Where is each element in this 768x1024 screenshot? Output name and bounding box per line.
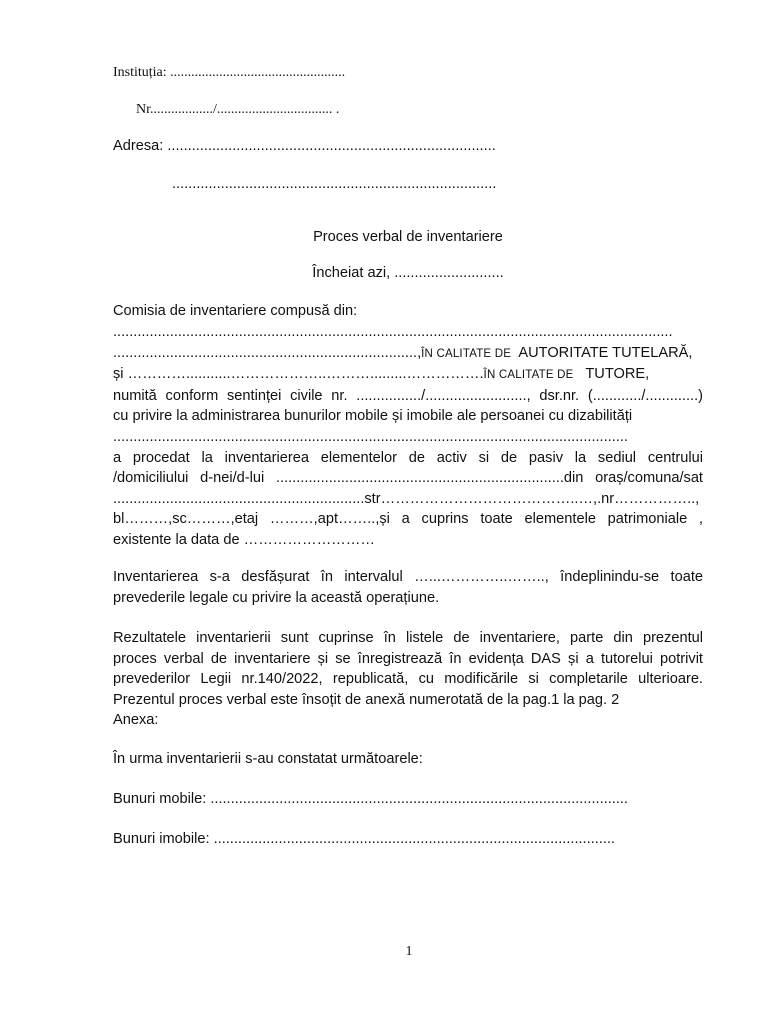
results-line-4: Prezentul proces verbal este însoțit de anexă numerotată de la pag.1 la pag. 2 xyxy=(113,691,620,708)
commission-dots: ..........................................................................., xyxy=(113,344,422,361)
commission-line-9: ..............................................................str…………………………………..…,.nr…………….., xyxy=(113,490,700,507)
role-guardian: TUTORE, xyxy=(585,366,650,383)
institution-field: Instituția: .................................................. xyxy=(113,65,346,80)
results-line-1: Rezultatele inventarierii sunt cuprinse în listele de inventariere, parte din prezentul xyxy=(113,630,703,646)
findings-intro: În urma inventarierii s-au constatat următoarele: xyxy=(113,751,423,767)
role-prefix: ÎN CALITATE DE xyxy=(421,347,512,360)
commission-block xyxy=(113,322,703,551)
commission-line-2 xyxy=(113,343,703,365)
registration-number-field: Nr................../................................. . xyxy=(136,102,340,117)
address-field: Adresa: ................................................................................. xyxy=(113,138,496,154)
document-title: Proces verbal de inventariere xyxy=(313,229,503,245)
commission-line-10: bl………,sc………,etaj ………,apt……..,și a cuprins toate elementele patrimoniale , xyxy=(113,511,703,528)
annex-label: Anexa: xyxy=(113,712,159,729)
page-number: 1 xyxy=(405,944,413,959)
results-block xyxy=(113,628,703,731)
results-line-3: prevederilor Legii nr.140/2022, republicată, cu modificările si completarile ulterioare. xyxy=(113,671,703,688)
member-dots: și …………...........………………..……….........……………. xyxy=(113,366,484,383)
period-line-2: prevederile legale cu privire la această operațiune. xyxy=(113,589,440,606)
role-authority: AUTORITATE TUTELARĂ, xyxy=(518,344,693,361)
commission-line-8: /domiciliului d-nei/d-lui .......................................................................din oraș/comuna/sat xyxy=(113,470,703,487)
period-block xyxy=(113,567,703,608)
period-line-1: Inventarierea s-a desfășurat în intervalul …...…………..…….., îndeplinindu-se toate xyxy=(113,569,703,585)
commission-line-4: numită conform sentinței civile nr. ................/........................., dsr.nr. (............/.............) xyxy=(113,387,703,404)
results-line-2: proces verbal de inventariere și se înregistrează în evidența DAS și a tutorelui potrivit xyxy=(113,650,703,667)
movable-assets-field: Bunuri mobile: ....................................................................................................... xyxy=(113,791,628,807)
commission-line-1: .......................................................................................................................................... xyxy=(113,324,673,340)
commission-line-11: existente la data de ……………………… xyxy=(113,531,375,548)
commission-intro: Comisia de inventariere compusă din: xyxy=(113,303,358,319)
commission-line-5: cu privire la administrarea bunurilor mobile și imobile ale persoanei cu dizabilități xyxy=(113,408,633,425)
immovable-assets-field: Bunuri imobile: ................................................................................................... xyxy=(113,831,615,847)
commission-line-6: ............................................................................................................................... xyxy=(113,428,628,445)
commission-line-3 xyxy=(113,364,703,386)
address-field-line-2: ................................................................................ xyxy=(172,176,497,192)
date-line: Încheiat azi, ........................... xyxy=(312,265,504,281)
role-prefix: ÎN CALITATE DE xyxy=(483,369,574,382)
commission-line-7: a procedat la inventarierea elementelor de activ si de pasiv la sediul centrului xyxy=(113,449,703,466)
